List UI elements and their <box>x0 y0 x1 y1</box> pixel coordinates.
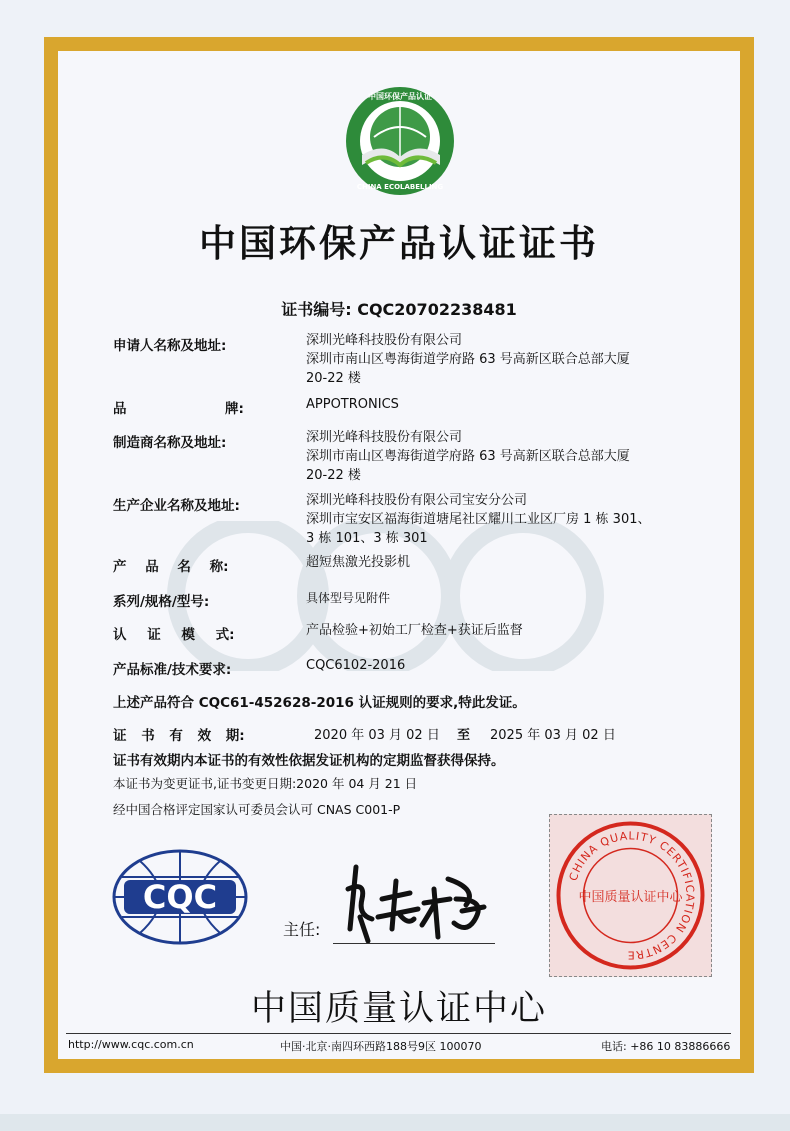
official-seal <box>549 814 712 977</box>
applicant-label: 申请人名称及地址: <box>113 338 227 354</box>
footer-rule <box>66 1033 731 1034</box>
certificate-body <box>58 51 740 1059</box>
brand-label-a: 品 <box>113 401 127 417</box>
series-label: 系列/规格/型号: <box>113 594 210 610</box>
validity-label: 证 书 有 效 期: <box>113 728 245 744</box>
seal-stamp <box>550 815 711 976</box>
accreditation-note: 经中国合格评定国家认可委员会认可 CNAS C001-P <box>113 802 401 817</box>
director-signature <box>338 859 498 943</box>
change-note: 本证书为变更证书,证书变更日期:2020 年 04 月 21 日 <box>113 776 418 791</box>
applicant-name: 深圳光峰科技股份有限公司 <box>306 333 463 348</box>
footer-address: 中国·北京·南四环西路188号9区 100070 <box>280 1040 482 1053</box>
validity-note: 证书有效期内本证书的有效性依据发证机构的定期监督获得保持。 <box>113 753 505 769</box>
series-value: 具体型号见附件 <box>306 591 391 605</box>
applicant-address-floor: 20-22 楼 <box>306 371 361 386</box>
standard-value: CQC6102-2016 <box>306 658 406 673</box>
compliance-statement: 上述产品符合 CQC61-452628-2016 认证规则的要求,特此发证。 <box>113 695 526 711</box>
cqc-logo <box>110 847 250 947</box>
mode-label: 认 证 模 式: <box>113 627 235 643</box>
factory-address: 深圳市宝安区福海街道塘尾社区耀川工业区厂房 1 栋 301、 <box>306 512 651 527</box>
factory-name: 深圳光峰科技股份有限公司宝安分公司 <box>306 493 528 508</box>
cqc-logo-text: CQC <box>142 878 218 916</box>
seal-ring-text: CHINA QUALITY CERTIFICATION CENTRE <box>566 829 697 962</box>
factory-value <box>306 491 650 548</box>
issuer-name: 中国质量认证中心 <box>250 989 547 1029</box>
validity-to-word: 至 <box>457 728 471 743</box>
product-label: 产 品 名 称: <box>113 559 229 575</box>
seal-inner-text: 中国质量认证中心 <box>578 890 683 905</box>
eco-label-logo <box>344 85 456 197</box>
footer-url[interactable]: http://www.cqc.com.cn <box>68 1038 194 1051</box>
certificate-frame <box>44 37 754 1073</box>
footer-phone: 电话: +86 10 83886666 <box>601 1040 731 1053</box>
bottom-strip <box>0 1114 790 1131</box>
manufacturer-address-floor: 20-22 楼 <box>306 468 361 483</box>
applicant-address: 深圳市南山区粤海街道学府路 63 号高新区联合总部大厦 <box>306 352 630 367</box>
eco-logo-top-text: 中国环保产品认证 <box>368 92 432 101</box>
manufacturer-label: 制造商名称及地址: <box>113 435 227 451</box>
factory-address-buildings: 3 栋 101、3 栋 301 <box>306 531 428 546</box>
applicant-value <box>306 331 630 388</box>
manufacturer-address: 深圳市南山区粤海街道学府路 63 号高新区联合总部大厦 <box>306 449 630 464</box>
eco-logo-bottom-text: CHINA ECOLABELLING <box>356 183 444 191</box>
director-label: 主任: <box>283 920 321 939</box>
signature-line <box>333 943 495 944</box>
mode-value: 产品检验+初始工厂检查+获证后监督 <box>306 623 523 638</box>
validity-to: 2025 年 03 月 02 日 <box>490 728 616 743</box>
certificate-number: 证书编号: CQC20702238481 <box>281 300 517 319</box>
brand-value: APPOTRONICS <box>306 397 399 412</box>
certificate-title: 中国环保产品认证证书 <box>199 222 599 265</box>
manufacturer-name: 深圳光峰科技股份有限公司 <box>306 430 463 445</box>
product-value: 超短焦激光投影机 <box>306 555 411 570</box>
manufacturer-value <box>306 428 630 485</box>
standard-label: 产品标准/技术要求: <box>113 662 232 678</box>
factory-label: 生产企业名称及地址: <box>113 498 240 514</box>
validity-from: 2020 年 03 月 02 日 <box>314 728 440 743</box>
brand-label-b: 牌: <box>225 401 244 417</box>
